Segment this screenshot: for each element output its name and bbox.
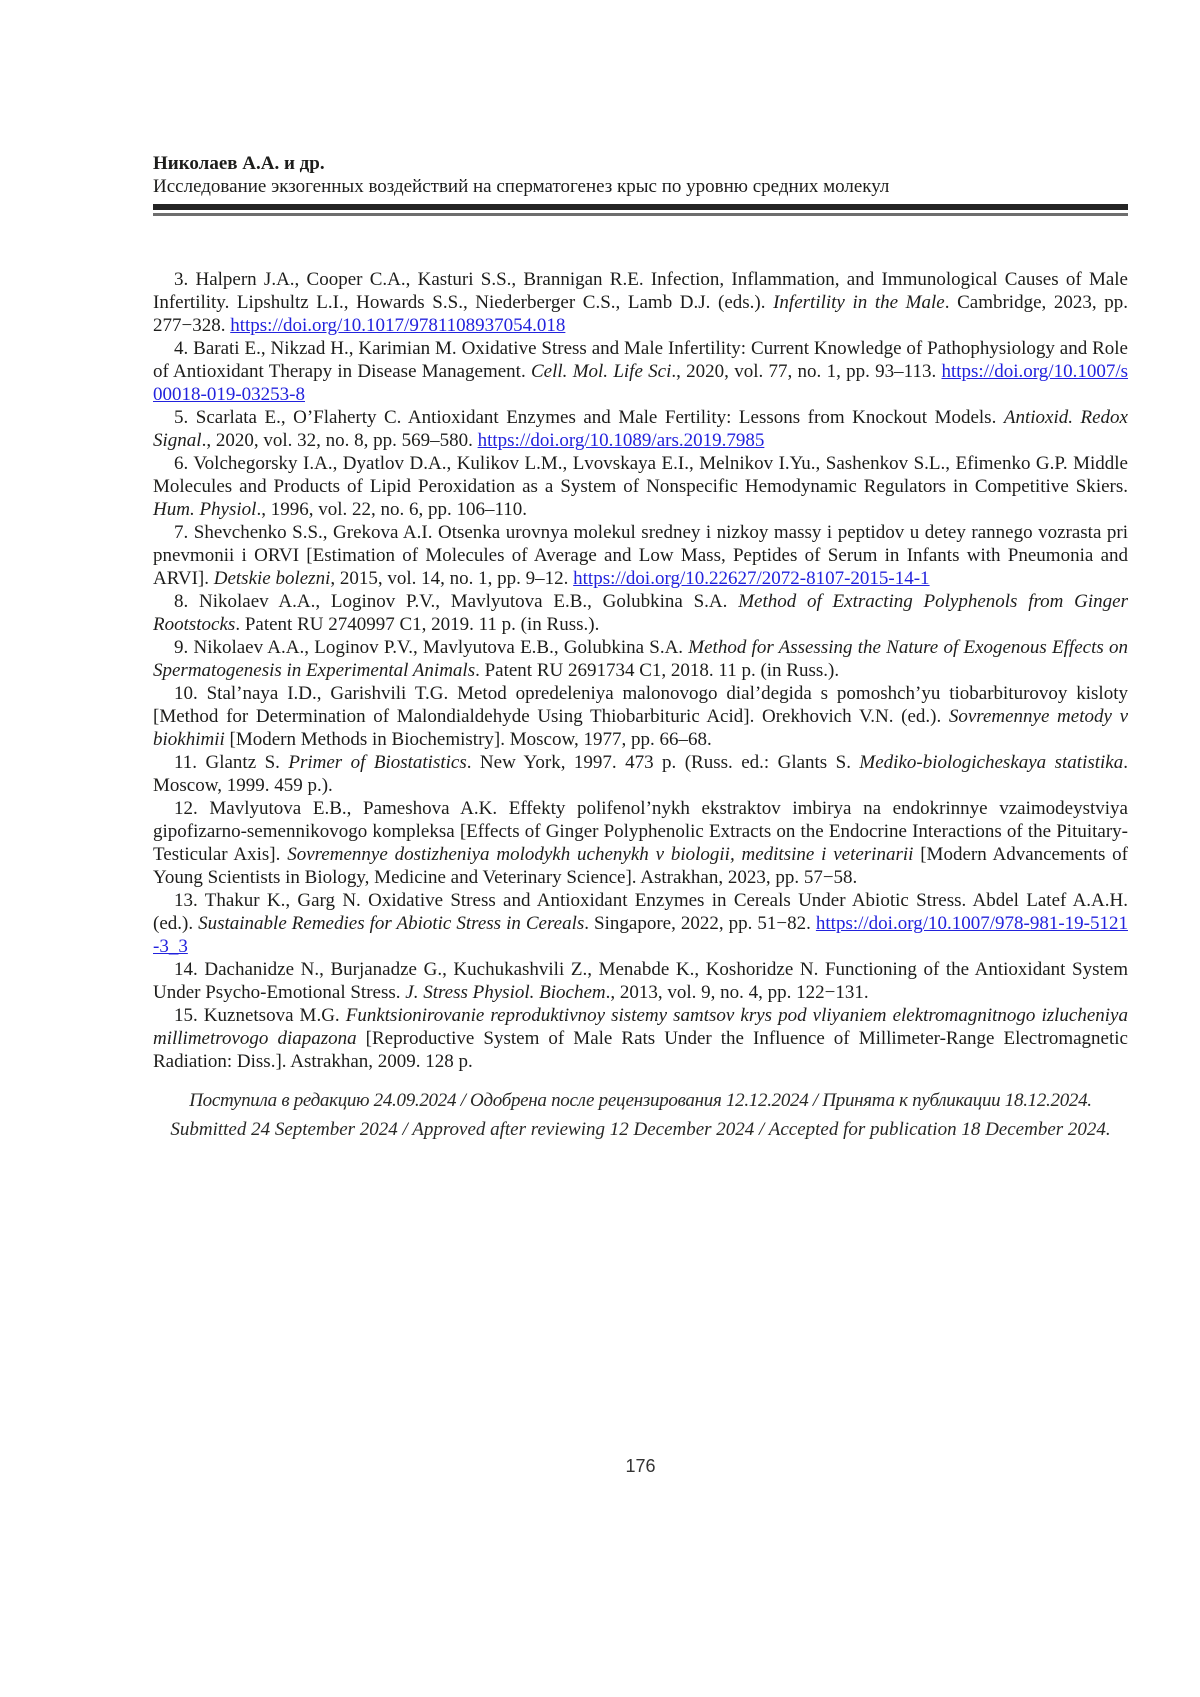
reference-text: . Moscow, 1999. 459 p.).: [153, 752, 1128, 796]
reference-text: 11. Glantz S.: [174, 752, 289, 773]
reference-text: [Modern Methods in Biochemistry]. Moscow, 1977, pp. 66–68.: [224, 729, 712, 750]
reference-text: 5. Scarlata E., O’Flaherty C. Antioxidant Enzymes and Male Fertility: Lessons from Knockout Models.: [174, 407, 1004, 428]
reference-item: [153, 337, 1128, 406]
reference-italic-text: J. Stress Physiol. Biochem: [405, 982, 606, 1003]
doi-link[interactable]: https://doi.org/10.1089/ars.2019.7985: [477, 430, 765, 451]
reference-item: [153, 889, 1128, 958]
reference-item: [153, 268, 1128, 337]
reference-text: , 2015, vol. 14, no. 1, pp. 9–12.: [330, 568, 574, 589]
reference-text: ., 2020, vol. 77, no. 1, pp. 93–113.: [671, 361, 942, 382]
reference-text: 9. Nikolaev A.A., Loginov P.V., Mavlyutova E.B., Golubkina S.A.: [174, 637, 689, 658]
reference-text: 12. Mavlyutova E.B., Pameshova A.K. Effekty polifenol’nykh ekstraktov imbirya na endokrinnye vzaimodeystviya gipofizarno-semennikovogo kompleksa [Effects of Ginger Polyphenolic Extracts on the Endocrine Interactions of the Pituitary-Testicular Axis].: [153, 798, 1128, 865]
doi-link[interactable]: https://doi.org/10.1017/9781108937054.018: [230, 315, 566, 336]
reference-item: [153, 521, 1128, 590]
running-head-article-title: Исследование экзогенных воздействий на сперматогенез крыс по уровню средних молекул: [153, 176, 890, 197]
submission-dates: [153, 1086, 1128, 1144]
reference-text: 13. Thakur K., Garg N. Oxidative Stress and Antioxidant Enzymes in Cereals Under Abiotic Stress. Abdel Latef A.A.H. (ed.).: [153, 890, 1128, 934]
reference-text: 3. Halpern J.A., Cooper C.A., Kasturi S.S., Brannigan R.E. Infection, Inflammation, and Immunological Causes of Male Infertility. Lipshultz L.I., Howards S.S., Niederberger C.S., Lamb D.J. (eds.).: [153, 269, 1128, 313]
header-divider: [153, 204, 1128, 216]
reference-text: 10. Stal’naya I.D., Garishvili T.G. Metod opredeleniya malonovogo dial’degida s pomoshch’yu tiobarbiturovoy kisloty [Method for Determination of Malondialdehyde Using Thiobarbituric Acid]. Orekhovich V.N. (ed.).: [153, 683, 1128, 727]
reference-italic-text: Funktsionirovanie reproduktivnoy sistemy samtsov krys pod vliyaniem elektromagnitnogo izlucheniya millimetrovogo diapazona: [153, 1005, 1128, 1049]
reference-text: . Patent RU 2691734 C1, 2018. 11 p. (in Russ.).: [475, 660, 840, 681]
reference-text: 6. Volchegorsky I.A., Dyatlov D.A., Kulikov L.M., Lvovskaya E.I., Melnikov I.Yu., Sashenkov S.L., Efimenko G.P. Middle Molecules and Products of Lipid Peroxidation as a System of Nonspecific Hemodynamic Regulators in Competitive Skiers.: [153, 453, 1128, 497]
divider-thin-rule: [153, 213, 1128, 216]
reference-italic-text: Mediko-biologicheskaya statistika: [859, 752, 1124, 773]
reference-italic-text: Antioxid. Redox Signal: [153, 407, 1128, 451]
reference-text: ., 2020, vol. 32, no. 8, pp. 569–580.: [201, 430, 478, 451]
reference-italic-text: Primer of Biostatistics: [288, 752, 467, 773]
reference-italic-text: Sovremennye dostizheniya molodykh uchenykh v biologii, meditsine i veterinarii: [287, 844, 914, 865]
reference-item: [153, 682, 1128, 751]
reference-item: [153, 797, 1128, 889]
submission-dates-english: Submitted 24 September 2024 / Approved after reviewing 12 December 2024 / Accepted for publication 18 December 2024.: [170, 1119, 1111, 1140]
reference-italic-text: Cell. Mol. Life Sci: [531, 361, 672, 382]
reference-text: . Singapore, 2022, pp. 51−82.: [584, 913, 816, 934]
reference-italic-text: Detskie bolezni: [213, 568, 331, 589]
running-head: [153, 152, 1128, 198]
reference-text: [Modern Advancements of Young Scientists in Biology, Medicine and Veterinary Science]. Astrakhan, 2023, pp. 57−58.: [153, 844, 1129, 888]
reference-item: [153, 406, 1128, 452]
reference-text: . Cambridge, 2023, pp. 277−328.: [153, 292, 1128, 336]
reference-text: . Patent RU 2740997 C1, 2019. 11 p. (in Russ.).: [235, 614, 600, 635]
reference-italic-text: Method for Assessing the Nature of Exogenous Effects on Spermatogenesis in Experimental Animals: [153, 637, 1128, 681]
reference-text: [Reproductive System of Male Rats Under the Influence of Millimeter-Range Electromagnetic Radiation: Diss.]. Astrakhan, 2009. 128 p.: [153, 1028, 1128, 1072]
reference-text: 15. Kuznetsova M.G.: [174, 1005, 346, 1026]
reference-text: 14. Dachanidze N., Burjanadze G., Kuchukashvili Z., Menabde K., Koshoridze N. Functioning of the Antioxidant System Under Psycho-Emotional Stress.: [153, 959, 1128, 1003]
reference-italic-text: Sustainable Remedies for Abiotic Stress in Cereals: [198, 913, 585, 934]
reference-text: ., 2013, vol. 9, no. 4, pp. 122−131.: [605, 982, 869, 1003]
doi-link[interactable]: https://doi.org/10.1007/978-981-19-5121-3_3: [153, 913, 1128, 957]
reference-item: [153, 590, 1128, 636]
reference-item: [153, 636, 1128, 682]
doi-link[interactable]: https://doi.org/10.22627/2072-8107-2015-14-1: [573, 568, 930, 589]
reference-italic-text: Sovremennye metody v biokhimii: [153, 706, 1128, 750]
reference-item: [153, 958, 1128, 1004]
reference-item: [153, 1004, 1128, 1073]
reference-italic-text: Method of Extracting Polyphenols from Ginger Rootstocks: [153, 591, 1128, 635]
running-head-authors: Николаев А.А. и др.: [153, 153, 325, 174]
reference-text: . New York, 1997. 473 p. (Russ. ed.: Glants S.: [466, 752, 860, 773]
references-list: [153, 268, 1128, 1073]
doi-link[interactable]: https://doi.org/10.1007/s00018-019-03253-8: [153, 361, 1128, 405]
reference-italic-text: Infertility in the Male: [773, 292, 945, 313]
reference-italic-text: Hum. Physiol: [153, 499, 257, 520]
reference-item: [153, 452, 1128, 521]
reference-item: [153, 751, 1128, 797]
submission-dates-russian: Поступила в редакцию 24.09.2024 / Одобрена после рецензирования 12.12.2024 / Принята к публикации 18.12.2024.: [189, 1090, 1092, 1111]
page-number: 176: [625, 1456, 656, 1476]
reference-text: 8. Nikolaev A.A., Loginov P.V., Mavlyutova E.B., Golubkina S.A.: [174, 591, 739, 612]
reference-text: 4. Barati E., Nikzad H., Karimian M. Oxidative Stress and Male Infertility: Current Knowledge of Pathophysiology and Role of Antioxidant Therapy in Disease Management.: [153, 338, 1128, 382]
reference-text: ., 1996, vol. 22, no. 6, pp. 106–110.: [256, 499, 528, 520]
reference-text: 7. Shevchenko S.S., Grekova A.I. Otsenka urovnya molekul sredney i nizkoy massy i peptidov u detey rannego vozrasta pri pnevmonii i ORVI [Estimation of Molecules of Average and Low Mass, Peptides of Serum in Infants with Pneumonia and ARVI].: [153, 522, 1128, 589]
